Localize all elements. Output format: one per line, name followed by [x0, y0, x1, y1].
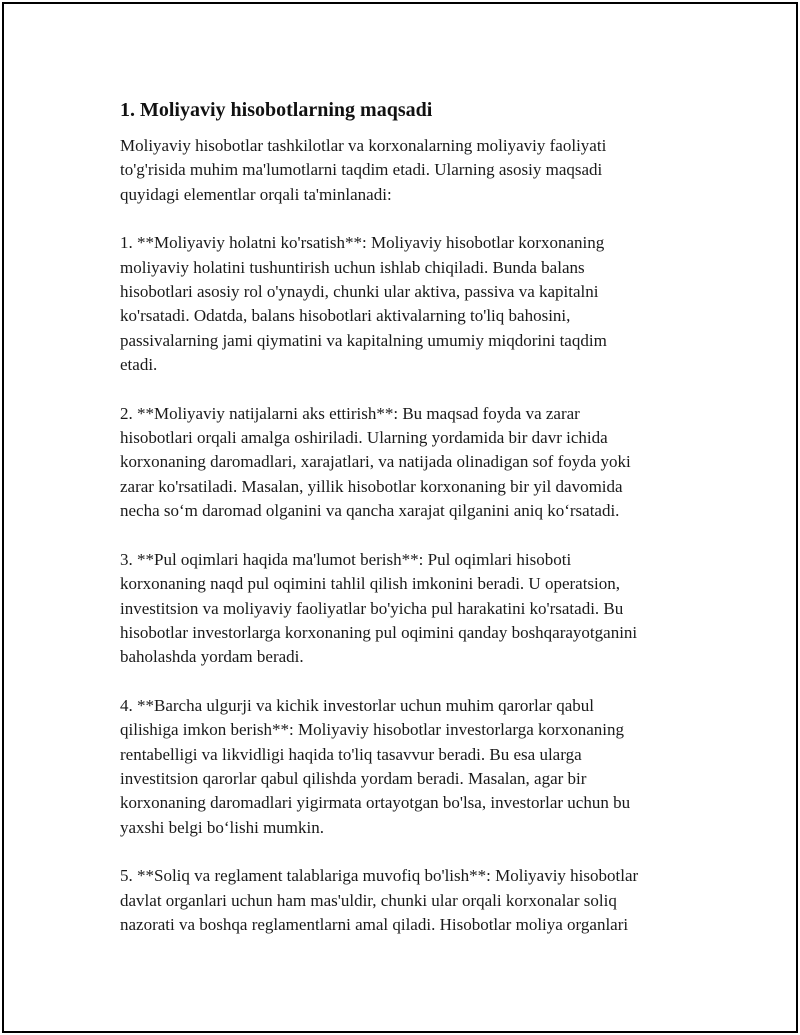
- text-line: hisobotlari asosiy rol o'ynaydi, chunki ular aktiva, passiva va kapitalni: [120, 282, 599, 302]
- intro-paragraph: [120, 134, 690, 207]
- text-line: davlat organlari uchun ham mas'uldir, chunki ular orqali korxonalar soliq: [120, 890, 617, 910]
- text-line: investitsion va moliyaviy faoliyatlar bo'yicha pul harakatini ko'rsatadi. Bu: [120, 598, 624, 618]
- text-line: moliyaviy holatini tushuntirish uchun ishlab chiqiladi. Bunda balans: [120, 257, 585, 277]
- text-line: hisobotlar investorlarga korxonaning pul oqimini qanday boshqarayotganini: [120, 622, 638, 642]
- text-line: korxonaning daromadlari yigirmata ortayotgan bo'lsa, investorlar uchun bu: [120, 793, 631, 813]
- text-line: investitsion qarorlar qabul qilishda yordam beradi. Masalan, agar bir: [120, 768, 587, 788]
- text-line: 1. **Moliyaviy holatni ko'rsatish**: Moliyaviy hisobotlar korxonaning: [120, 233, 605, 253]
- text-line: hisobotlari orqali amalga oshiriladi. Ularning yordamida bir davr ichida: [120, 428, 608, 448]
- text-line: etadi.: [120, 355, 158, 375]
- text-line: quyidagi elementlar orqali ta'minlanadi:: [120, 184, 392, 204]
- text-line: ko'rsatadi. Odatda, balans hisobotlari aktivalarning to'liq bahosini,: [120, 306, 571, 326]
- text-line: nazorati va boshqa reglamentlarni amal qiladi. Hisobotlar moliya organlari: [120, 914, 629, 934]
- text-line: 2. **Moliyaviy natijalarni aks ettirish**: Bu maqsad foyda va zarar: [120, 403, 580, 423]
- text-line: yaxshi belgi bo‘lishi mumkin.: [120, 817, 324, 837]
- text-line: qilishiga imkon berish**: Moliyaviy hisobotlar investorlarga korxonaning: [120, 720, 624, 740]
- text-line: to'g'risida muhim ma'lumotlarni taqdim etadi. Ularning asosiy maqsadi: [120, 160, 603, 180]
- text-line: 3. **Pul oqimlari haqida ma'lumot berish**: Pul oqimlari hisoboti: [120, 549, 572, 569]
- text-line: 5. **Soliq va reglament talablariga muvofiq bo'lish**: Moliyaviy hisobotlar: [120, 866, 639, 886]
- text-line: passivalarning jami qiymatini va kapitalning umumiy miqdorini taqdim: [120, 330, 607, 350]
- text-line: korxonaning naqd pul oqimini tahlil qilish imkonini beradi. U operatsion,: [120, 574, 621, 594]
- text-line: necha so‘m daromad olganini va qancha xarajat qilganini aniq ko‘rsatadi.: [120, 501, 620, 521]
- list-item-3-paragraph: [120, 548, 690, 670]
- text-line: rentabelligi va likvidligi haqida to'liq tasavvur beradi. Bu esa ularga: [120, 744, 582, 764]
- section-heading: 1. Moliyaviy hisobotlarning maqsadi: [120, 99, 433, 121]
- text-line: 4. **Barcha ulgurji va kichik investorlar uchun muhim qarorlar qabul: [120, 695, 594, 715]
- list-item-1-paragraph: [120, 231, 690, 377]
- text-line: baholashda yordam beradi.: [120, 647, 304, 667]
- text-line: Moliyaviy hisobotlar tashkilotlar va korxonalarning moliyaviy faoliyati: [120, 136, 607, 155]
- page-border: [2, 2, 798, 1033]
- list-item-4-paragraph: [120, 694, 690, 840]
- text-line: zarar ko'rsatiladi. Masalan, yillik hisobotlar korxonaning bir yil davomida: [120, 476, 623, 496]
- document-body: [120, 96, 690, 961]
- list-item-5-paragraph: [120, 864, 690, 937]
- text-line: korxonaning daromadlari, xarajatlari, va natijada olinadigan sof foyda yoki: [120, 452, 631, 472]
- list-item-2-paragraph: [120, 402, 690, 524]
